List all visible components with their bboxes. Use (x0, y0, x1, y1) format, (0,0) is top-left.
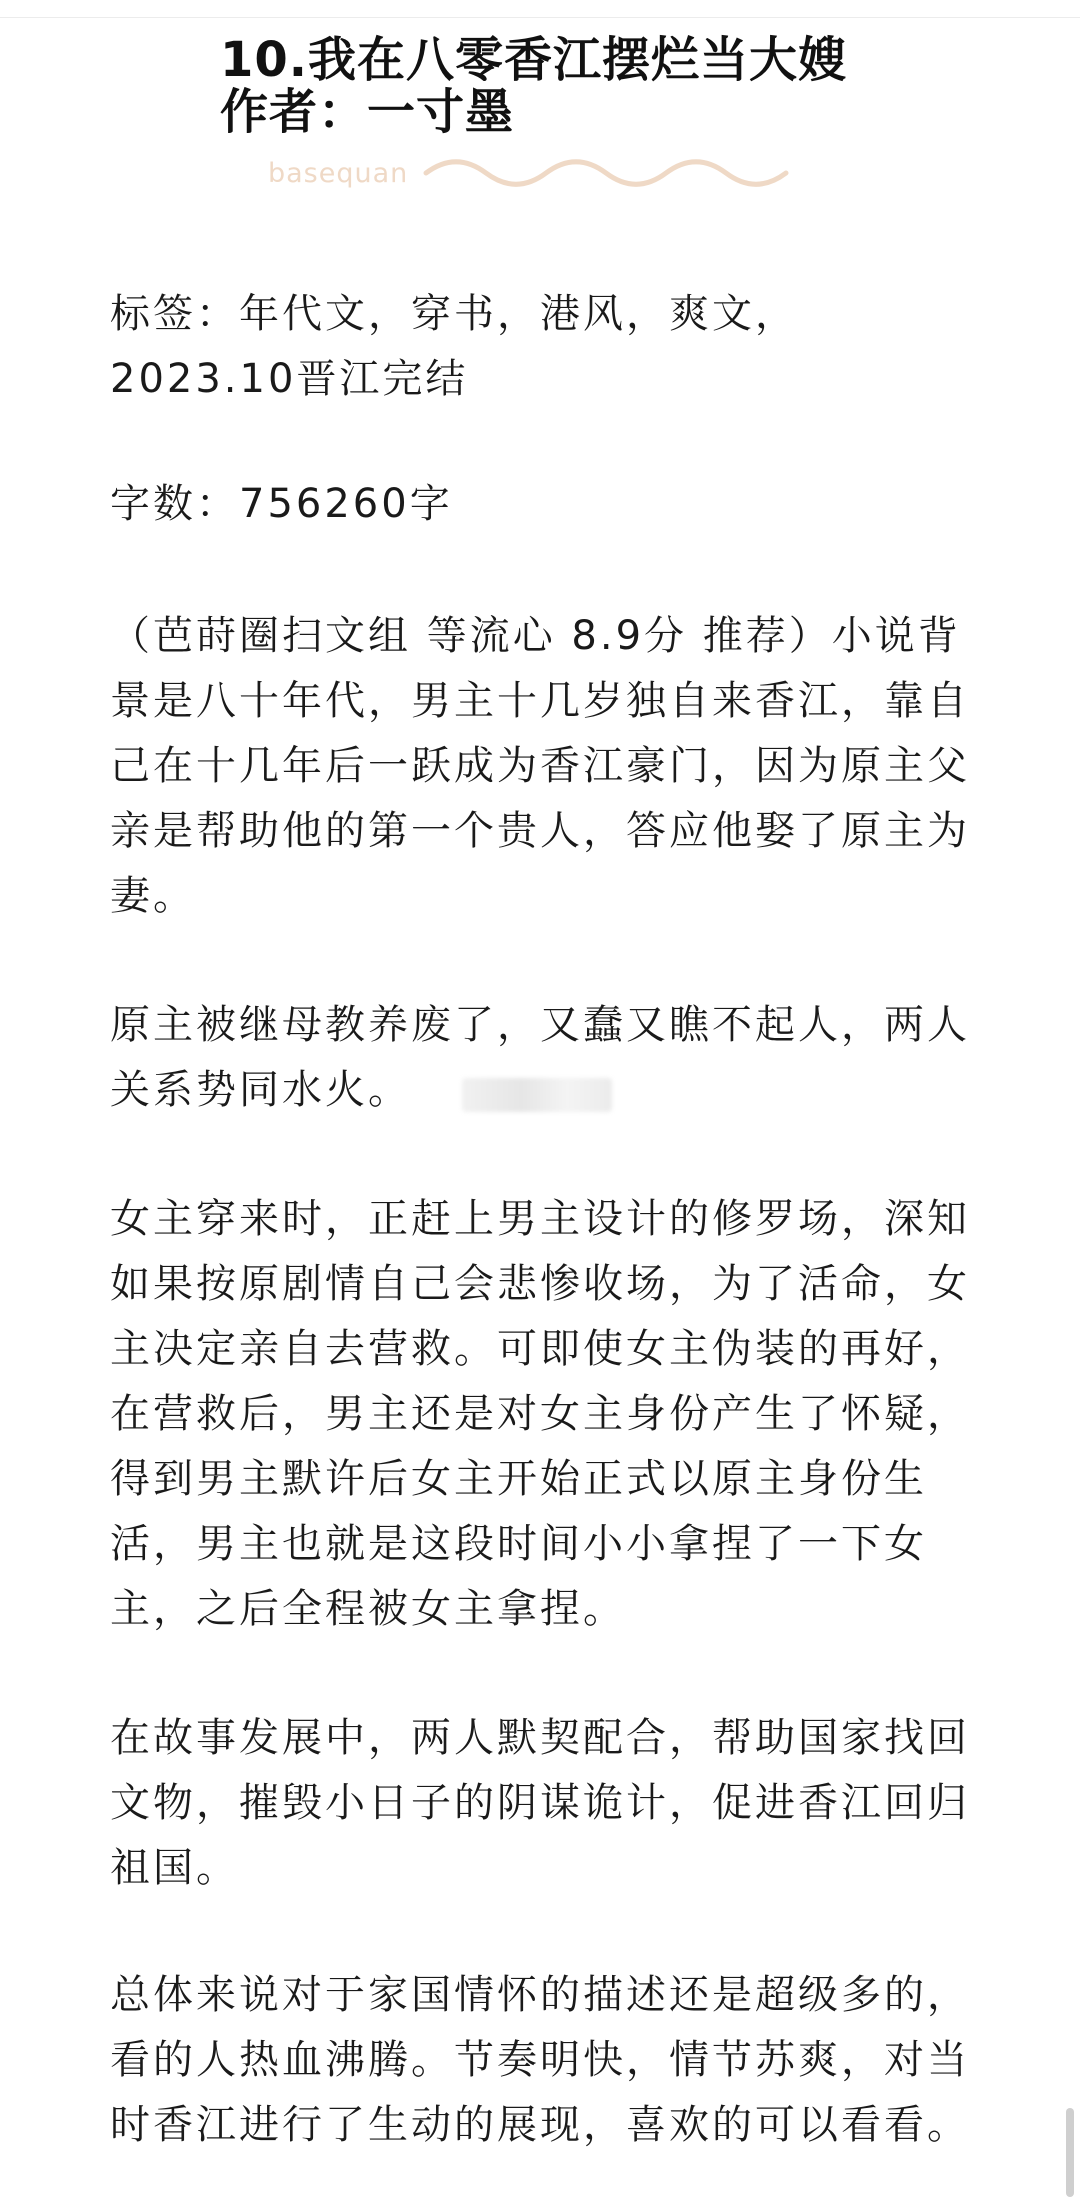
watermark-text: basequan (268, 158, 409, 189)
tags-paragraph: 标签：年代文，穿书，港风，爽文，2023.10晋江完结 (110, 291, 798, 402)
summary-paragraph: 总体来说对于家国情怀的描述还是超级多的，看的人热血沸腾。节奏明快，情节苏爽，对当时香江进行了生动的展现，喜欢的可以看看。 (110, 1972, 970, 2148)
decorative-wave-icon (422, 156, 802, 190)
intro-paragraph: （芭莳圈扫文组 等流心 8.9分 推荐）小说背景是八十年代，男主十几岁独自来香江，靠自己在十几年后一跃成为香江豪门，因为原主父亲是帮助他的第一个贵人，答应他娶了原主为妻。 (110, 613, 970, 919)
story-paragraph: 在故事发展中，两人默契配合，帮助国家找回文物，摧毁小日子的阴谋诡计，促进香江回归祖国。 (110, 1715, 970, 1891)
book-title: 10.我在八零香江摆烂当大嫂 (220, 32, 848, 88)
relationship-paragraph: 原主被继母教养废了，又蠢又瞧不起人，两人关系势同水火。 (110, 1002, 970, 1113)
plot-paragraph: 女主穿来时，正赶上男主设计的修罗场，深知如果按原剧情自己会悲惨收场，为了活命，女主决定亲自去营救。可即使女主伪装的再好，在营救后，男主还是对女主身份产生了怀疑，得到男主默许后女主开始正式以原主身份生活，男主也就是这段时间小小拿捏了一下女主，之后全程被女主拿捏。 (110, 1196, 970, 1632)
blurred-sticker (462, 1078, 612, 1112)
book-author: 作者：一寸墨 (220, 84, 515, 140)
scrollbar[interactable] (1066, 2108, 1074, 2197)
top-divider (0, 17, 1080, 18)
word-count-paragraph: 字数：756260字 (110, 481, 453, 527)
